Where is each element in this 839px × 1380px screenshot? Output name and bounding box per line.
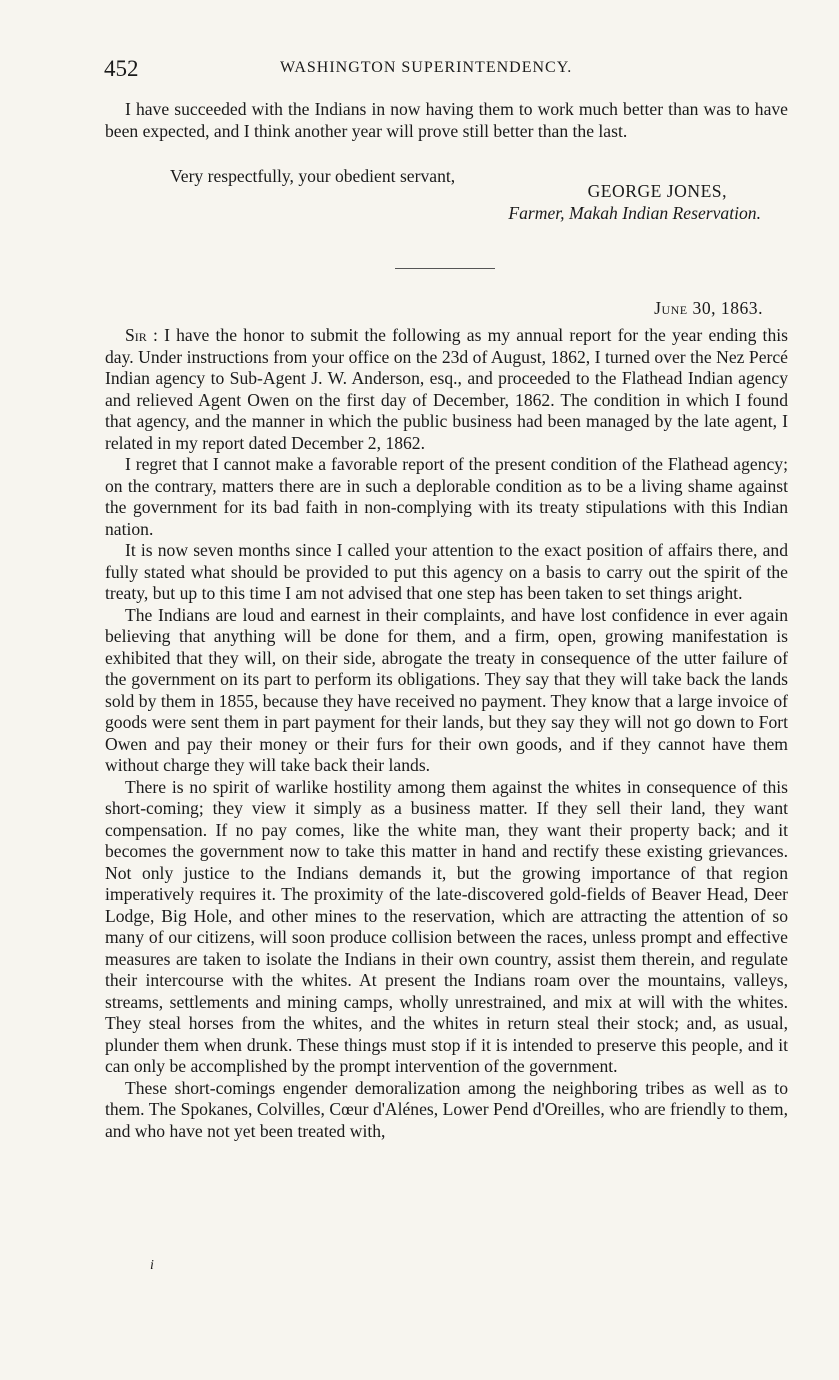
page-header: [104, 56, 790, 86]
footer-mark: i: [150, 1258, 154, 1273]
paragraph-text: I have the honor to submit the following as my annual report for the year ending this day. Under instructions from your office on the 23d of August, 1862, I turned over the Nez Percé Indian agency to Sub-Agent J. W. Anderson, esq., and proceeded to the Flathead Indian agency and relieved Agent Owen on the first day of December, 1862. The condition in which I found that agency, and the manner in which the public business had been managed by the late agent, I related in my report dated December 2, 1862.: [105, 325, 788, 453]
salutation: Sir :: [125, 325, 158, 345]
paragraph: There is no spirit of warlike hostility among them against the whites in consequence of this short-coming; they view it simply as a business matter. If they sell their land, they want compensation. If no pay comes, like the white man, they want their property back; and it becomes the government now to take this matter in hand and rectify these existing grievances. Not only justice to the Indians demands it, but the growing importance of that region imperatively requires it. The proximity of the late-discovered gold-fields of Beaver Head, Deer Lodge, Big Hole, and other mines to the reservation, which are attracting the attention of so many of our citizens, will soon produce collision between the races, unless prompt and effective measures are taken to isolate the Indians in their own country, assist them therein, and regulate their intercourse with the whites. At present the Indians roam over the mountains, valleys, streams, settlements and mining camps, wholly unrestrained, and mix at will with the whites. They steal horses from the whites, and the whites in return steal their stock; and, as usual, plunder them when drunk. These things must stop if it is intended to preserve this people, and it can only be accomplished by the prompt intervention of the government.: [105, 776, 788, 1076]
running-head: WASHINGTON SUPERINTENDENCY.: [280, 59, 573, 76]
paragraph: The Indians are loud and earnest in their complaints, and have lost confidence in ever again believing that anything will be done for them, and a firm, open, growing manifestation is exhibited that they will, on their side, abrogate the treaty in consequence of the utter failure of the government on its part to perform its obligations. They say that they will take back the lands sold by them in 1855, because they have received no payment. They know that a large invoice of goods were sent them in part payment for their lands, but they say they will not go down to Fort Owen and pay their money or their furs for their own goods, and if they cannot have them without charge they will take back their lands.: [105, 604, 788, 775]
paragraph: These short-comings engender demoralization among the neighboring tribes as well as to them. The Spokanes, Colvilles, Cœur d'Alénes, Lower Pend d'Oreilles, who are friendly to them, and who have not yet been treated with,: [105, 1077, 788, 1141]
date-text: June 30, 1863.: [654, 298, 763, 318]
section-divider: [395, 268, 495, 269]
paragraph: I regret that I cannot make a favorable report of the present condition of the Flathead agency; on the contrary, matters there are in such a deplorable condition as to be a living shame against the government for its bad faith in non-complying with its treaty stipulations with this Indian nation.: [105, 454, 788, 539]
page-number: 452: [104, 56, 139, 81]
letter-one-body: [105, 99, 788, 142]
signer-name: GEORGE JONES,: [587, 181, 727, 201]
paragraph: It is now seven months since I called your attention to the exact position of affairs there, and fully stated what should be provided to put this agency on a basis to carry out the spirit of the treaty, but up to this time I am not advised that one step has been taken to set things aright.: [105, 540, 788, 603]
letter-two-body: [105, 325, 788, 1142]
paragraph: [105, 325, 788, 454]
letter-date: [654, 298, 763, 319]
letter-closing: Very respectfully, your obedient servant,: [170, 166, 456, 186]
paragraph: I have succeeded with the Indians in now having them to work much better than was to have been expected, and I think another year will prove still better than the last.: [105, 99, 788, 141]
signer-title: Farmer, Makah Indian Reservation.: [508, 203, 761, 223]
